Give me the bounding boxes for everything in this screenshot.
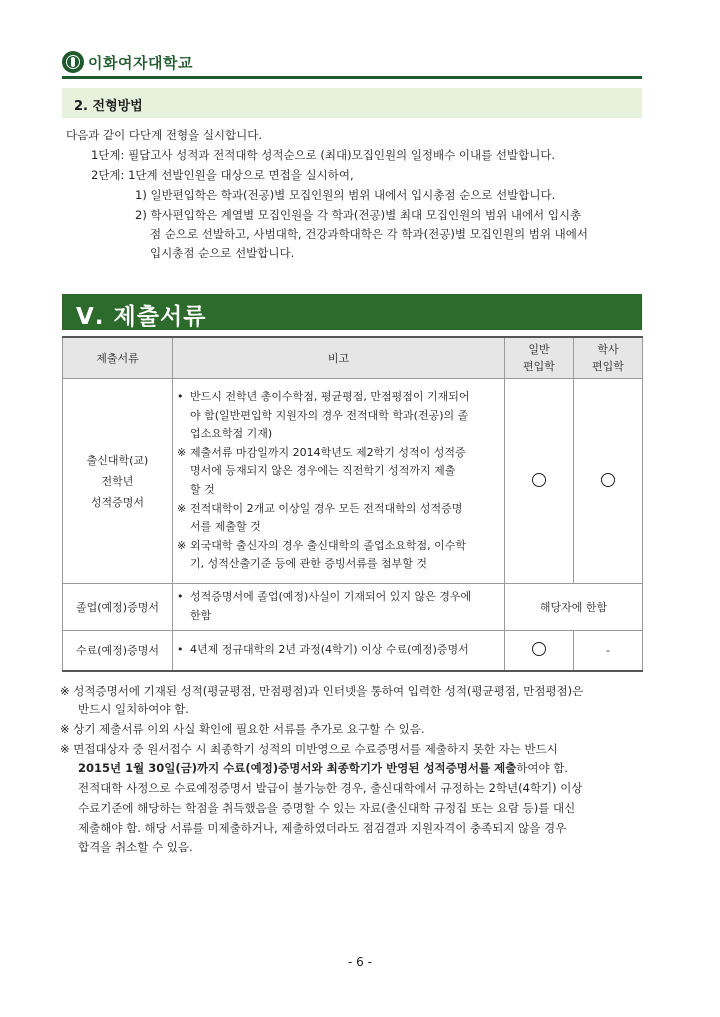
- circle-icon: [532, 642, 546, 656]
- applicable-note: 해당자에 한함: [505, 584, 643, 631]
- section-2-heading: [62, 88, 642, 118]
- table-row: [63, 631, 643, 671]
- doc-name: 수료(예정)증명서: [63, 631, 173, 671]
- section-2-intro: 다음과 같이 다단계 전형을 실시합니다.: [66, 128, 263, 142]
- documents-table: [62, 336, 643, 672]
- header-bachelor: 학사 편입학: [574, 337, 643, 379]
- note-item: ※ 외국대학 출신자의 경우 출신대학의 졸업소요학점, 이수학 기, 성적산출기준 등에 관한 증빙서류를 첨부할 것: [177, 538, 467, 571]
- doc-notes: [173, 631, 505, 671]
- section-v-title: Ⅴ. 제출서류: [76, 304, 207, 330]
- general-mark: [505, 379, 574, 584]
- note-item: ※ 제출서류 마감일까지 2014학년도 제2학기 성적이 성적증 명서에 등재되지 않은 경우에는 직전학기 성적까지 제출 할 것: [177, 445, 466, 496]
- note-3-line-1: ※ 면접대상자 중 원서접수 시 최종학기 성적의 미반영으로 수료증명서를 제출하지 못한 자는 반드시: [60, 742, 558, 756]
- header-general: 일반 편입학: [505, 337, 574, 379]
- note-3-line-5: 제출해야 함. 해당 서류를 미제출하거나, 제출하였더라도 점검결과 지원자격이 충족되지 않을 경우: [78, 821, 567, 835]
- page-number: - 6 -: [348, 955, 372, 969]
- header-doc: 제출서류: [63, 337, 173, 379]
- doc-notes: [173, 379, 505, 584]
- note-2: ※ 상기 제출서류 이외 사실 확인에 필요한 서류를 추가로 요구할 수 있음.: [60, 722, 425, 736]
- header-note: 비고: [173, 337, 505, 379]
- step-2: 2단계: 1단계 선발인원을 대상으로 면접을 실시하여,: [91, 168, 354, 182]
- table-row: [63, 379, 643, 584]
- note-3-line-4: 수료기준에 해당하는 학점을 취득했음을 증명할 수 있는 자료(출신대학 규정집 또는 요람 등)를 대신: [78, 801, 576, 815]
- note-1-line-1: ※ 성적증명서에 기재된 성적(평균평점, 만점평점)과 인터넷을 통하여 입력한 성적(평균평점, 만점평점)은: [60, 684, 584, 698]
- section-2-title: 2. 전형방법: [74, 99, 143, 114]
- general-mark: [505, 631, 574, 671]
- note-item: • 4년제 정규대학의 2년 과정(4학기) 이상 수료(예정)증명서: [177, 642, 469, 656]
- table-row: [63, 584, 643, 631]
- doc-name: 졸업(예정)증명서: [63, 584, 173, 631]
- university-seal-icon: [62, 51, 84, 73]
- doc-name: 출신대학(교) 전학년 성적증명서: [63, 379, 173, 584]
- header-rule: [62, 76, 642, 79]
- step-2-sub-2-line-2: 점 순으로 선발하고, 사범대학, 건강과학대학은 각 학과(전공)별 모집인원의 범위 내에서: [150, 227, 588, 241]
- note-item: • 반드시 전학년 총이수학점, 평균평점, 만점평점이 기재되어 야 함(일반편입학 지원자의 경우 전적대학 학과(전공)의 졸 업소요학점 기재): [177, 390, 470, 441]
- section-v-banner: [62, 294, 642, 330]
- note-item: ※ 전적대학이 2개교 이상일 경우 모든 전적대학의 성적증명 서를 제출할 것: [177, 501, 463, 534]
- note-3-line-3: 전적대학 사정으로 수료예정증명서 발급이 불가능한 경우, 출신대학에서 규정하는 2학년(4학기) 이상: [78, 781, 583, 795]
- bachelor-mark: [574, 379, 643, 584]
- note-item: • 성적증명서에 졸업(예정)사실이 기재되어 있지 않은 경우에 한함: [177, 590, 472, 622]
- note-3-line-6: 합격을 취소할 수 있음.: [78, 840, 193, 854]
- circle-icon: [601, 473, 615, 487]
- step-2-sub-1: 1) 일반편입학은 학과(전공)별 모집인원의 범위 내에서 입시총점 순으로 선발합니다.: [135, 188, 556, 202]
- step-2-sub-2-line-1: 2) 학사편입학은 계열별 모집인원을 각 학과(전공)별 최대 모집인원의 범위 내에서 입시총: [135, 208, 582, 222]
- page-header: [62, 48, 193, 76]
- circle-icon: [532, 473, 546, 487]
- note-1-line-2: 반드시 일치하여야 함.: [78, 702, 189, 716]
- university-name: 이화여자대학교: [88, 53, 193, 72]
- step-2-sub-2-line-3: 입시총점 순으로 선발합니다.: [150, 246, 295, 260]
- doc-notes: [173, 584, 505, 631]
- step-1: 1단계: 필답고사 성적과 전적대학 성적순으로 (최대)모집인원의 일정배수 이내를 선발합니다.: [91, 148, 556, 162]
- note-3-line-2: 2015년 1월 30일(금)까지 수료(예정)증명서와 최종학기가 반영된 성적증명서를 제출하여야 함.: [78, 761, 569, 775]
- bachelor-mark: -: [574, 631, 643, 671]
